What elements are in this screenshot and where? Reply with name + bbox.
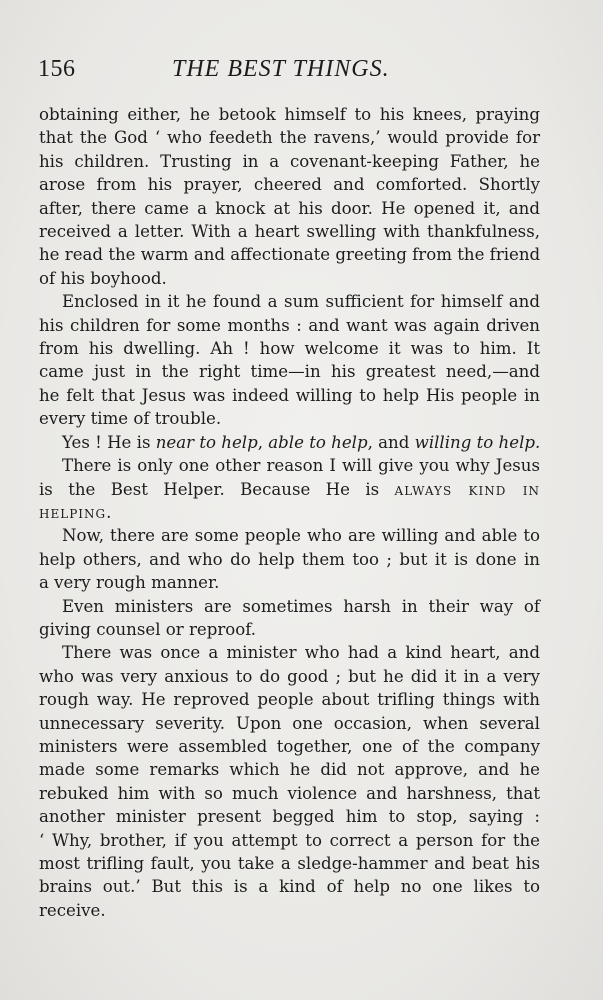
paragraph [39,454,540,524]
text-line: unnecessary severity. Upon one occasion, when several [39,713,540,733]
text-line: arose from his prayer, cheered and comforted. Shortly [39,175,540,195]
text-line: came just in the right time—in his greatest need,—and [39,362,540,382]
paragraph [39,595,540,642]
text-line: another minister present begged him to stop, saying : [39,807,540,827]
text-line: rebuked him with so much violence and harshness, that [39,783,540,803]
text-line: who was very anxious to do good ; but he did it in a very [39,666,540,686]
paragraph [39,641,540,922]
small-caps-text: always kind in [394,479,540,499]
text-line: Enclosed in it he found a sum sufficient for himself and [62,292,540,312]
text-line: Now, there are some people who are willing and able to [62,526,540,546]
text-line: brains out.’ But this is a kind of help no one likes to [39,877,540,897]
text-line: his children for some months : and want was again driven [39,315,540,335]
paragraph [39,524,540,594]
small-caps-text: helping. [39,502,113,522]
text-line: ‘ Why, brother, if you attempt to correct a person for the [39,830,540,850]
text-line: after, there came a knock at his door. He opened it, and [39,198,540,218]
paragraph [39,290,540,430]
text-line: made some remarks which he did not approve, and he [39,760,540,780]
paragraph [39,431,540,454]
text-line: Even ministers are sometimes harsh in their way of [62,596,540,616]
text-line: received a letter. With a heart swelling with thankfulness, [39,222,540,242]
text-line: he felt that Jesus was indeed willing to help His people in [39,385,540,405]
text-line: receive. [39,900,106,920]
text-line [39,478,540,501]
paragraph [39,103,540,290]
text-line: most trifling fault, you take a sledge-hammer and beat his [39,854,540,873]
text-line [39,431,540,454]
emphasis-text: able to help [268,432,368,452]
text-line: every time of trouble. [39,409,222,429]
text-segment: Yes ! He is [62,432,156,452]
text-line: ministers were assembled together, one of the company [39,736,540,756]
text-segment: is the Best Helper. Because He is [39,479,395,499]
page-number: 156 [38,56,76,82]
text-line: There was once a minister who had a kind heart, and [62,643,540,663]
text-line: obtaining either, he betook himself to his knees, praying [39,105,540,124]
running-head: THE BEST THINGS. [172,56,390,82]
text-line: of his boyhood. [39,268,167,288]
emphasis-text: willing to help. [414,432,541,452]
text-line: his children. Trusting in a covenant-keeping Father, he [39,151,540,171]
text-line: that the God ‘ who feedeth the ravens,’ would provide for [39,128,540,148]
body-text [39,103,540,922]
text-line: There is only one other reason I will give you why Jesus [62,456,540,476]
text-line: he read the warm and affectionate greeting from the friend [39,245,541,265]
text-line: rough way. He reproved people about trifling things with [39,690,540,710]
text-line: from his dwelling. Ah ! how welcome it was to him. It [39,339,540,359]
text-line: help others, and who do help them too ; but it is done in [39,549,540,569]
text-line: giving counsel or reproof. [39,619,257,639]
emphasis-text: near to help [155,432,258,452]
text-line: a very rough manner. [39,573,220,593]
page-header [38,56,570,90]
text-segment: , [257,432,269,452]
text-segment: , and [367,432,415,452]
